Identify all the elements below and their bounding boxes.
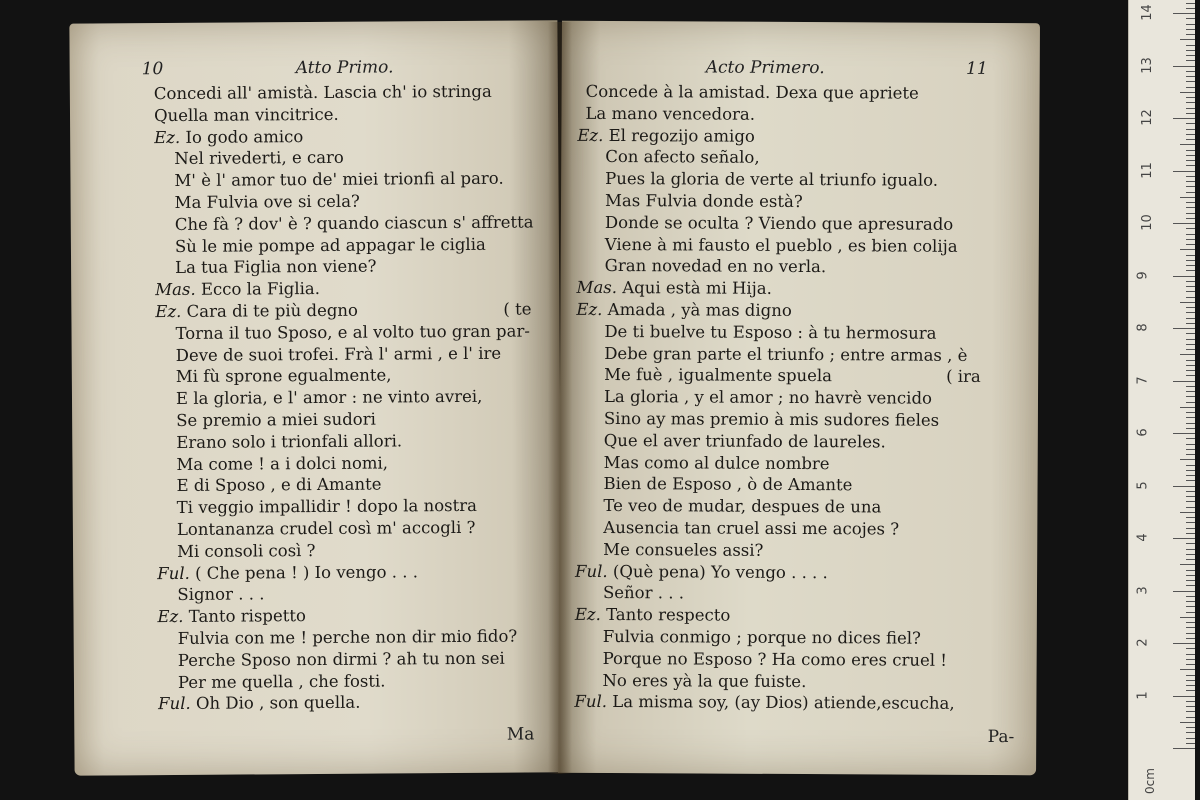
line-text: El regozijo amigo (608, 125, 755, 146)
ruler-tick (1186, 554, 1195, 555)
ruler-tick (1186, 706, 1195, 707)
text-line (559, 626, 1037, 650)
ruler-tick (1186, 181, 1195, 182)
line-text: Debe gran parte el triunfo ; entre armas , è (604, 343, 968, 365)
ruler-tick (1186, 207, 1195, 208)
ruler-tick (1186, 312, 1195, 313)
ruler-number: 4 (1135, 533, 1151, 542)
ruler-tick (1186, 81, 1195, 82)
ruler-tick (1186, 155, 1195, 156)
line-text: La gloria , y el amor ; no havrè vencido (603, 387, 933, 408)
ruler-tick (1186, 150, 1195, 151)
ruler-tick (1186, 3, 1195, 4)
right-page (558, 21, 1040, 775)
ruler-tick (1173, 538, 1195, 539)
ruler-tick (1186, 228, 1195, 229)
ruler-tick (1186, 18, 1195, 19)
text-line (561, 255, 1039, 279)
ruler-tick (1186, 239, 1195, 240)
ruler-tick (1186, 307, 1195, 308)
line-text: Concedi all' amistà. Lascia ch' io stringa (153, 81, 492, 104)
ruler-number: 11 (1139, 161, 1155, 179)
ruler-tick (1186, 580, 1195, 581)
ruler-tick (1186, 738, 1195, 739)
line-text: Che fà ? dov' è ? quando ciascun s' affretta (174, 212, 534, 234)
text-line (561, 277, 1039, 301)
line-text: Cara di te più degno (186, 300, 359, 321)
ruler-tick (1186, 160, 1195, 161)
ruler-tick (1186, 743, 1195, 744)
right-page-text (558, 81, 1039, 716)
ruler-tick (1186, 454, 1195, 455)
ruler-tick (1186, 396, 1195, 397)
ruler-tick (1180, 144, 1195, 145)
ruler-tick (1180, 564, 1195, 565)
line-text: Oh Dio , son quella. (195, 693, 361, 714)
ruler-tick (1186, 496, 1195, 497)
ruler-tick (1180, 249, 1195, 250)
ruler-tick (1186, 102, 1195, 103)
ruler-tick (1186, 297, 1195, 298)
text-line (560, 429, 1038, 453)
text-line (560, 342, 1038, 366)
ruler-tick (1186, 270, 1195, 271)
text-line (559, 538, 1037, 562)
ruler-tick (1186, 570, 1195, 571)
ruler-tick (1186, 402, 1195, 403)
ruler-tick (1186, 685, 1195, 686)
left-page (69, 20, 562, 775)
line-text: Aqui està mi Hija. (622, 278, 772, 299)
ruler-number: 2 (1135, 638, 1151, 647)
ruler-tick (1186, 528, 1195, 529)
line-text: (Què pena) Yo vengo . . . . (612, 561, 828, 582)
ruler-tick (1180, 407, 1195, 408)
line-text: Mas Fulvia donde està? (604, 190, 803, 212)
ruler-tick (1186, 480, 1195, 481)
text-line (561, 103, 1039, 127)
line-text: Perche Sposo non dirmi ? ah tu non sei (177, 648, 505, 670)
ruler-tick (1173, 276, 1195, 277)
line-text: Io godo amico (185, 126, 304, 147)
text-line (559, 647, 1037, 671)
ruler-tick (1186, 50, 1195, 51)
line-text: Mas como al dulce nombre (603, 452, 830, 473)
ruler-tick (1186, 286, 1195, 287)
line-turnover: ( ira (946, 367, 981, 387)
speaker-label: Ful. (157, 563, 190, 583)
ruler-tick (1186, 559, 1195, 560)
ruler-tick (1186, 45, 1195, 46)
ruler-tick (1186, 134, 1195, 135)
ruler-tick (1186, 323, 1195, 324)
ruler-tick (1186, 60, 1195, 61)
ruler-tick (1186, 596, 1195, 597)
text-line (560, 386, 1038, 410)
line-text: Me fuè , igualmente spuela (604, 365, 833, 386)
ruler-tick (1180, 512, 1195, 513)
line-text: Ma Fulvia ove si cela? (174, 191, 360, 212)
ruler-tick (1180, 92, 1195, 93)
line-text: Erano solo i trionfali allori. (176, 431, 403, 452)
ruler-tick (1186, 717, 1195, 718)
ruler-number: 8 (1135, 323, 1151, 332)
ruler-tick (1186, 386, 1195, 387)
speaker-label: Ez. (574, 604, 601, 625)
ruler-tick (1186, 391, 1195, 392)
ruler-number: 9 (1135, 270, 1151, 280)
ruler-tick (1186, 664, 1195, 665)
ruler-number: 12 (1139, 109, 1155, 126)
speaker-label: Ez. (155, 301, 182, 322)
line-text: Ausencia tan cruel assi me acojes ? (603, 517, 900, 539)
measurement-ruler (1128, 0, 1195, 800)
ruler-tick (1186, 213, 1195, 214)
ruler-tick (1180, 354, 1195, 355)
speaker-label: Ez. (577, 125, 604, 145)
ruler-tick (1186, 701, 1195, 702)
line-text: Con afecto señalo, (605, 147, 760, 168)
ruler-tick (1186, 627, 1195, 628)
ruler-number: 1 (1135, 690, 1151, 700)
ruler-tick (1186, 202, 1195, 203)
ruler-tick (1186, 186, 1195, 187)
right-running-head: Acto Primero. (705, 57, 825, 79)
line-text: Tanto rispetto (188, 606, 306, 627)
line-text: Viene à mi fausto el pueblo , es bien colija (604, 234, 958, 256)
ruler-tick (1186, 680, 1195, 681)
ruler-tick (1186, 344, 1195, 345)
text-line (560, 408, 1038, 432)
ruler-tick (1186, 24, 1195, 25)
ruler-tick (1173, 223, 1195, 224)
speaker-label: Ful. (575, 561, 608, 581)
right-page-number: 11 (966, 58, 988, 79)
ruler-tick (1186, 423, 1195, 424)
ruler-tick (1186, 638, 1195, 639)
line-turnover: ( te (503, 299, 532, 319)
ruler-tick (1186, 690, 1195, 691)
ruler-tick (1180, 302, 1195, 303)
ruler-tick (1186, 475, 1195, 476)
ruler-tick (1186, 349, 1195, 350)
ruler-tick (1180, 197, 1195, 198)
ruler-tick (1186, 601, 1195, 602)
ruler-tick (1180, 722, 1195, 723)
left-running-head: Atto Primo. (295, 57, 394, 79)
speaker-label: Mas. (576, 278, 618, 298)
left-catchword: Ma (506, 724, 535, 745)
line-text: Signor . . . (177, 584, 265, 605)
ruler-tick (1173, 381, 1195, 382)
ruler-number: 13 (1139, 56, 1155, 74)
text-line (559, 604, 1037, 628)
ruler-tick (1173, 171, 1195, 172)
line-text: Me consueles assi? (603, 539, 764, 560)
line-text: Fulvia con me ! perche non dir mio fido? (177, 626, 518, 648)
line-text: Per me quella , che fosti. (177, 671, 386, 692)
line-text: Bien de Esposo , ò de Amante (603, 474, 853, 495)
ruler-tick (1186, 575, 1195, 576)
ruler-tick (1173, 66, 1195, 67)
line-text: Señor . . . (602, 583, 685, 603)
text-line (560, 364, 1038, 388)
ruler-tick (1186, 470, 1195, 471)
line-text: Porque no Esposo ? Ha como eres cruel ! (602, 648, 947, 670)
speaker-label: Ez. (154, 127, 181, 147)
ruler-number: 14 (1139, 4, 1155, 21)
line-text: De ti buelve tu Esposo : à tu hermosura (604, 321, 937, 343)
ruler-number: 6 (1135, 428, 1151, 437)
line-text: Lontananza crudel così m' accogli ? (176, 517, 476, 539)
ruler-tick (1186, 507, 1195, 508)
ruler-tick (1186, 360, 1195, 361)
ruler-tick (1186, 339, 1195, 340)
ruler-tick (1186, 71, 1195, 72)
ruler-tick (1186, 533, 1195, 534)
line-text: Sù le mie pompe ad appagar le ciglia (174, 234, 486, 256)
speaker-label: Ful. (158, 694, 191, 714)
ruler-tick (1186, 87, 1195, 88)
line-text: La misma soy, (ay Dios) atiende,escucha, (612, 692, 955, 714)
ruler-number: 10 (1139, 214, 1155, 231)
ruler-tick (1186, 622, 1195, 623)
text-line (561, 190, 1039, 214)
line-text: Mi fù sprone egualmente, (175, 365, 392, 387)
ruler-tick (1186, 265, 1195, 266)
text-line (558, 669, 1036, 693)
line-text: Sino ay mas premio à mis sudores fieles (603, 408, 940, 430)
line-text: Ti veggio impallidir ! dopo la nostra (176, 496, 478, 518)
line-text: Tanto respecto (606, 605, 731, 625)
ruler-tick (1173, 433, 1195, 434)
line-text: La tua Figlia non viene? (175, 256, 377, 278)
text-line (559, 582, 1037, 606)
ruler-tick (1186, 291, 1195, 292)
ruler-tick (1186, 465, 1195, 466)
ruler-tick (1186, 438, 1195, 439)
line-text: Que el aver triunfado de laureles. (603, 430, 886, 452)
ruler-tick (1186, 8, 1195, 9)
ruler-tick (1173, 591, 1195, 592)
ruler-tick (1186, 585, 1195, 586)
line-text: Fulvia conmigo ; porque no dices fiel? (602, 626, 921, 648)
line-text: Ma come ! a i dolci nomi, (176, 453, 389, 474)
ruler-tick (1186, 727, 1195, 728)
ruler-tick (1180, 617, 1195, 618)
ruler-unit-label: 0cm (1142, 768, 1157, 794)
ruler-tick (1186, 123, 1195, 124)
ruler-tick (1186, 139, 1195, 140)
open-book (72, 22, 1038, 774)
ruler-tick (1186, 260, 1195, 261)
ruler-tick (1180, 39, 1195, 40)
text-line (561, 168, 1039, 192)
line-text: La mano vencedora. (585, 103, 756, 124)
text-line (560, 299, 1038, 323)
left-page-number: 10 (141, 59, 164, 80)
ruler-tick (1186, 428, 1195, 429)
line-text: E la gloria, e l' amor : ne vinto avrei, (175, 386, 483, 409)
line-text: Se premio a miei sudori (176, 409, 376, 430)
ruler-tick (1186, 549, 1195, 550)
ruler-tick (1180, 459, 1195, 460)
text-line (560, 451, 1038, 475)
ruler-tick (1186, 165, 1195, 166)
text-line (559, 473, 1037, 497)
text-line (74, 691, 562, 716)
line-text: No eres yà la que fuiste. (602, 670, 807, 691)
book-gutter (548, 22, 572, 774)
line-text: Te veo de mudar, despues de una (603, 496, 882, 517)
line-text: Amada , yà mas digno (607, 299, 792, 320)
ruler-tick (1186, 192, 1195, 193)
ruler-number: 5 (1135, 480, 1151, 490)
ruler-tick (1186, 365, 1195, 366)
ruler-tick (1173, 696, 1195, 697)
text-line (560, 321, 1038, 345)
ruler-tick (1186, 412, 1195, 413)
ruler-tick (1186, 29, 1195, 30)
ruler-number: 7 (1135, 375, 1151, 385)
ruler-tick (1186, 113, 1195, 114)
ruler-number: 3 (1135, 585, 1151, 595)
ruler-tick (1186, 318, 1195, 319)
text-line (562, 81, 1040, 105)
ruler-tick (1186, 417, 1195, 418)
ruler-tick (1186, 659, 1195, 660)
ruler-tick (1186, 97, 1195, 98)
ruler-tick (1186, 501, 1195, 502)
ruler-tick (1186, 522, 1195, 523)
ruler-tick (1186, 732, 1195, 733)
ruler-tick (1186, 281, 1195, 282)
ruler-tick (1186, 606, 1195, 607)
line-text: Torna il tuo Sposo, e al volto tuo gran par- (175, 321, 530, 343)
speaker-label: Ez. (157, 607, 184, 627)
ruler-tick (1173, 13, 1195, 14)
ruler-tick (1186, 108, 1195, 109)
ruler-tick (1186, 711, 1195, 712)
line-text: Mi consoli così ? (176, 540, 316, 561)
ruler-tick (1186, 333, 1195, 334)
line-text: Quella man vincitrice. (153, 104, 339, 125)
text-line (561, 146, 1039, 170)
ruler-tick (1186, 449, 1195, 450)
right-catchword: Pa- (987, 726, 1015, 748)
ruler-tick (1173, 486, 1195, 487)
line-text: M' è l' amor tuo de' miei trionfi al paro. (174, 168, 504, 191)
speaker-label: Ez. (576, 299, 603, 319)
text-line (559, 517, 1037, 541)
line-text: Pues la gloria de verte al triunfo igualo. (605, 169, 939, 190)
ruler-tick (1186, 76, 1195, 77)
speaker-label: Mas. (155, 280, 196, 300)
ruler-tick (1186, 633, 1195, 634)
ruler-tick (1186, 55, 1195, 56)
ruler-tick (1186, 34, 1195, 35)
text-line (558, 691, 1036, 715)
text-line (559, 560, 1037, 584)
ruler-tick (1186, 176, 1195, 177)
ruler-tick (1186, 370, 1195, 371)
text-line (561, 233, 1039, 257)
ruler-tick (1186, 218, 1195, 219)
ruler-tick (1186, 375, 1195, 376)
ruler-tick (1186, 491, 1195, 492)
ruler-tick (1186, 612, 1195, 613)
ruler-tick (1186, 675, 1195, 676)
left-page-text (70, 80, 562, 716)
line-text: ( Che pena ! ) Io vengo . . . (195, 561, 419, 583)
ruler-tick (1186, 244, 1195, 245)
ruler-tick (1186, 234, 1195, 235)
line-text: Ecco la Figlia. (200, 279, 321, 299)
ruler-tick (1186, 654, 1195, 655)
line-text: Gran novedad en no verla. (604, 256, 827, 277)
ruler-tick (1173, 328, 1195, 329)
line-text: Donde se oculta ? Viendo que apresurado (604, 212, 954, 234)
ruler-tick (1186, 129, 1195, 130)
text-line (561, 212, 1039, 236)
line-text: E di Sposo , e di Amante (176, 474, 382, 496)
ruler-tick (1186, 543, 1195, 544)
ruler-tick (1186, 648, 1195, 649)
line-text: Concede à la amistad. Dexa que apriete (585, 81, 919, 103)
ruler-tick (1180, 669, 1195, 670)
ruler-tick (1173, 118, 1195, 119)
ruler-tick (1186, 255, 1195, 256)
ruler-tick (1186, 517, 1195, 518)
ruler-tick (1186, 444, 1195, 445)
ruler-tick (1173, 748, 1195, 749)
ruler-tick (1173, 643, 1195, 644)
line-text: Deve de suoi trofei. Frà l' armi , e l' ire (175, 343, 502, 365)
line-text: Nel rivederti, e caro (174, 148, 344, 169)
speaker-label: Ful. (574, 692, 608, 712)
text-line (559, 495, 1037, 519)
text-line (561, 124, 1039, 148)
